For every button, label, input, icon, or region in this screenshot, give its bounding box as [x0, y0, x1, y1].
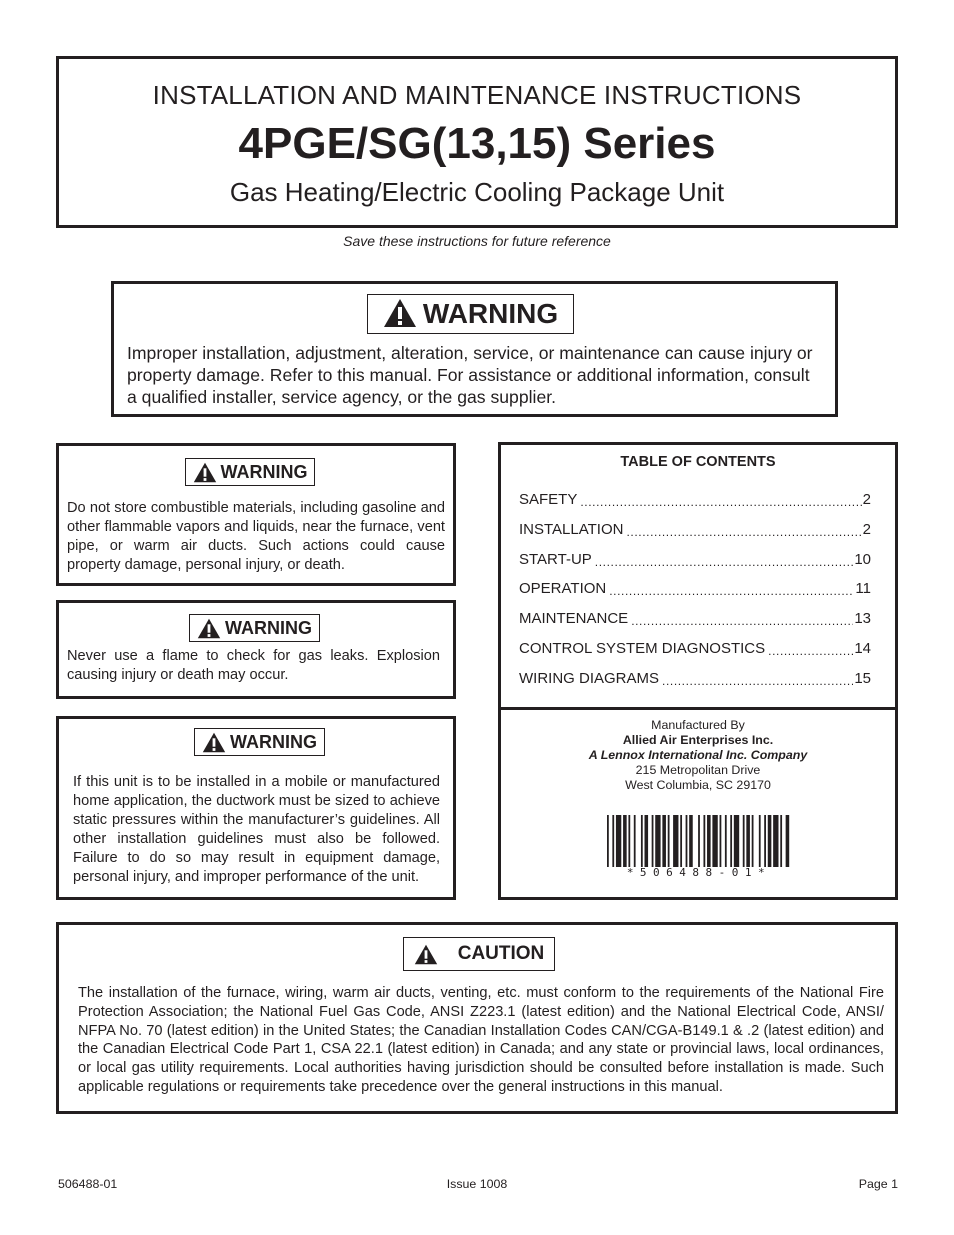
- manufacturer-intro: Manufactured By: [651, 718, 745, 732]
- barcode-bar: [628, 815, 630, 867]
- barcode-bar: [786, 815, 790, 867]
- toc-entry-name: WIRING DIAGRAMS: [519, 669, 660, 687]
- barcode-bar: [707, 815, 711, 867]
- warning-label: [194, 728, 325, 756]
- toc-entry-name: INSTALLATION: [519, 520, 624, 538]
- barcode-bar: [616, 815, 621, 867]
- barcode-bar: [641, 815, 643, 867]
- barcode-bar: [655, 815, 660, 867]
- main-warning-label: [367, 294, 574, 334]
- warning-triangle-icon: [414, 944, 438, 965]
- save-note: Save these instructions for future reference: [343, 233, 611, 249]
- warning-text: Never use a flame to check for gas leaks. Explosion causing injury or death may occur.: [67, 648, 440, 683]
- warning-triangle-icon: [383, 298, 417, 328]
- barcode-bar: [746, 815, 750, 867]
- footer-doc-number: 506488-01: [58, 1177, 118, 1191]
- caution-box: [56, 922, 898, 1114]
- warning-triangle-icon: [197, 618, 221, 639]
- barcode-bar: [720, 815, 722, 867]
- warning-label: [189, 614, 320, 642]
- toc-entry[interactable]: [519, 580, 871, 610]
- toc-divider: [501, 707, 895, 710]
- warning-triangle-icon: [202, 732, 226, 753]
- warning-label: [185, 458, 315, 486]
- toc-leader: [768, 640, 853, 658]
- toc-leader: [631, 610, 853, 628]
- barcode-bar: [686, 815, 688, 867]
- barcode-bar: [698, 815, 700, 867]
- barcode-bar: [730, 815, 732, 867]
- barcode-bar: [612, 815, 614, 867]
- toc-entry[interactable]: [519, 491, 871, 521]
- barcode-bar: [673, 815, 678, 867]
- barcode-bar: [623, 815, 627, 867]
- barcode-bar: [712, 815, 717, 867]
- toc-leader: [626, 521, 861, 539]
- toc-entry-name: SAFETY: [519, 491, 578, 508]
- footer-page: Page 1: [858, 1177, 898, 1191]
- barcode-bar: [734, 815, 739, 867]
- toc-entry[interactable]: [519, 670, 871, 700]
- warning-label-text: WARNING: [230, 731, 317, 752]
- warning-box-gas-leaks: [56, 600, 456, 699]
- table-of-contents: [498, 442, 898, 900]
- toc-entry-page: 2: [862, 520, 871, 538]
- manufacturer-company: Allied Air Enterprises Inc.: [622, 733, 774, 747]
- toc-entry-name: OPERATION: [519, 580, 607, 598]
- main-warning-label-text: WARNING: [422, 298, 559, 329]
- product-subtitle: Gas Heating/Electric Cooling Package Unit: [229, 177, 725, 207]
- warning-label-text: WARNING: [225, 617, 312, 638]
- barcode-bar: [662, 815, 666, 867]
- toc-title: TABLE OF CONTENTS: [620, 454, 776, 470]
- main-warning-text: Improper installation, adjustment, alteration, service, or maintenance can cause injury or property damage. Refer to this manual. For assistance or additional information, consult a qualified installer, service agency, or the gas supplier.: [127, 343, 813, 407]
- toc-entry-name: CONTROL SYSTEM DIAGNOSTICS: [519, 639, 766, 657]
- barcode-bar: [703, 815, 705, 867]
- manufacturer-block: [501, 718, 895, 793]
- series-title: 4PGE/SG(13,15) Series: [238, 119, 716, 168]
- toc-entry[interactable]: [519, 551, 871, 581]
- toc-entry-page: 2: [862, 491, 871, 508]
- toc-entry[interactable]: [519, 521, 871, 551]
- title-block: [56, 56, 898, 228]
- toc-entry-page: 10: [854, 550, 871, 568]
- barcode-bar: [680, 815, 682, 867]
- barcode-bar: [725, 815, 727, 867]
- toc-entry-page: 11: [855, 580, 871, 598]
- manufacturer-address-city: West Columbia, SC 29170: [625, 778, 771, 792]
- toc-leader: [609, 580, 854, 598]
- toc-leader: [662, 670, 853, 688]
- barcode-bar: [645, 815, 649, 867]
- barcode-bar: [652, 815, 654, 867]
- toc-leader: [595, 551, 854, 569]
- barcode-bar: [764, 815, 766, 867]
- caution-label: [403, 937, 555, 971]
- warning-box-mobile-home: [56, 716, 456, 900]
- barcode-bar: [780, 815, 782, 867]
- manufacturer-parent: A Lennox International Inc. Company: [588, 748, 808, 762]
- toc-entry-page: 14: [854, 639, 871, 657]
- warning-label-text: WARNING: [220, 461, 308, 482]
- warning-triangle-icon: [193, 462, 217, 483]
- toc-list: [519, 491, 871, 700]
- warning-text: If this unit is to be installed in a mobile or manufactured home application, the ductwork must be sized to achieve static pressures within the manufacturer’s guidelines. All other installation guidelines must also be followed. Failure to do so may result in equipment damage, personal injury, and improper performance of the unit.: [73, 774, 440, 885]
- toc-entry[interactable]: [519, 610, 871, 640]
- manufacturer-address-street: 215 Metropolitan Drive: [635, 763, 761, 777]
- barcode-bar: [689, 815, 693, 867]
- barcode-bar: [743, 815, 745, 867]
- main-warning-box: [111, 281, 838, 417]
- document-type: INSTALLATION AND MAINTENANCE INSTRUCTIONS: [152, 80, 802, 110]
- warning-box-combustibles: [56, 443, 456, 586]
- caution-label-text: CAUTION: [457, 943, 545, 964]
- barcode-bar: [752, 815, 754, 867]
- barcode-bar: [768, 815, 772, 867]
- toc-entry-name: START-UP: [519, 550, 592, 568]
- warning-text: Do not store combustible materials, including gasoline and other flammable vapors and liquids, near the furnace, vent pipe, or warm air ducts. Such actions could cause property damage, personal injury, or death.: [67, 500, 445, 573]
- barcode-bar: [607, 815, 609, 867]
- barcode-bar: [668, 815, 670, 867]
- toc-leader: [580, 491, 861, 509]
- toc-entry-page: 13: [854, 610, 871, 628]
- barcode-bar: [634, 815, 636, 867]
- barcode-bar: [773, 815, 778, 867]
- barcode-bar: [759, 815, 761, 867]
- footer-issue: Issue 1008: [446, 1177, 508, 1191]
- toc-entry-name: MAINTENANCE: [519, 610, 629, 628]
- toc-entry[interactable]: [519, 640, 871, 670]
- barcode-text: *506488-01*: [626, 866, 772, 879]
- caution-text: The installation of the furnace, wiring, warm air ducts, venting, etc. must conform to the requirements of the National Fire Protection Association; the National Fuel Gas Code, ANSI Z223.1 (latest edition) and the National Electrical Code, ANSI/ NFPA No. 70 (latest edition) in the United States; the Canadian Installation Codes CAN/CGA-B149.1 & .2 (latest edition) and the Canadian Electrical Code Part 1, CSA 22.1 (latest edition) in Canada; and any state or provincial laws, local ordinances, or local gas utility requirements. Local authorities having jurisdiction should be consulted before installation is made. Such applicable regulations or requirements take precedence over the general instructions in this manual.: [78, 985, 884, 1095]
- toc-entry-page: 15: [854, 669, 871, 687]
- barcode: [607, 815, 791, 867]
